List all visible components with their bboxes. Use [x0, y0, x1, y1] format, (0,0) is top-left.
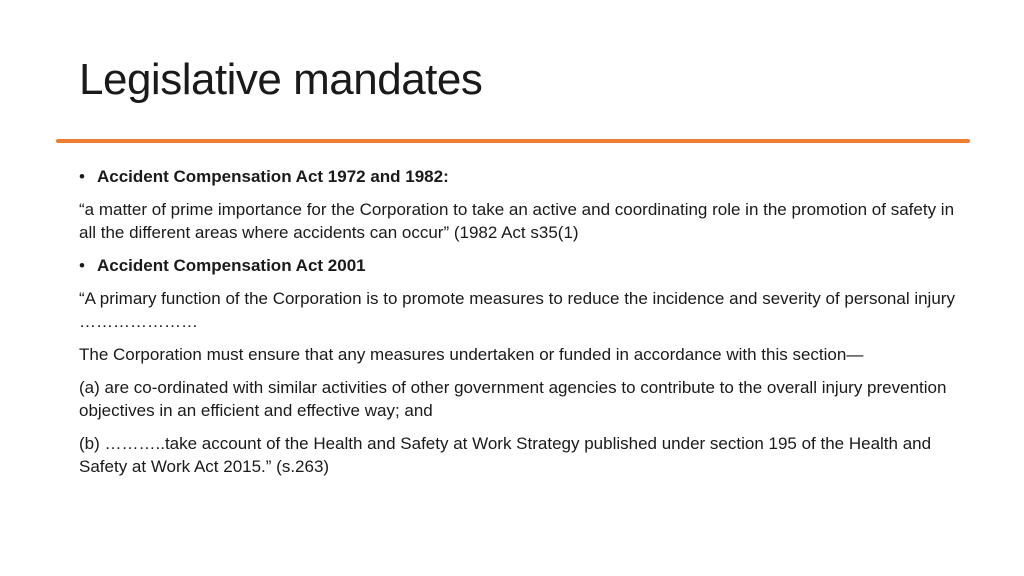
quote-paragraph: “A primary function of the Corporation is to promote measures to reduce the incidence and severity of personal injury …………………: [79, 289, 955, 331]
quote-paragraph: “a matter of prime importance for the Corporation to take an active and coordinating role in the promotion of safety in all the different areas where accidents can occur” (1982 Act s35(1): [79, 200, 955, 242]
slide-title: Legislative mandates: [79, 55, 483, 104]
bullet-icon: •: [79, 167, 85, 186]
body-paragraph: (a) are co-ordinated with similar activities of other government agencies to contribute to the overall injury prevention objectives in an efficient and effective way; and: [79, 378, 947, 420]
bullet-icon: •: [79, 256, 85, 275]
body-paragraph: (b) ………..take account of the Health and Safety at Work Strategy published under section 195 of the Health and Safety at Work Act 2015.” (s.263): [79, 434, 932, 476]
slide-body: [79, 165, 959, 488]
bullet-text: Accident Compensation Act 1972 and 1982:: [97, 167, 449, 186]
bullet-text: Accident Compensation Act 2001: [97, 256, 366, 275]
body-paragraph: The Corporation must ensure that any measures undertaken or funded in accordance with this section—: [79, 345, 864, 364]
bullet-item: [79, 165, 959, 188]
bullet-item: [79, 254, 959, 277]
title-underline-rule: [56, 139, 970, 143]
